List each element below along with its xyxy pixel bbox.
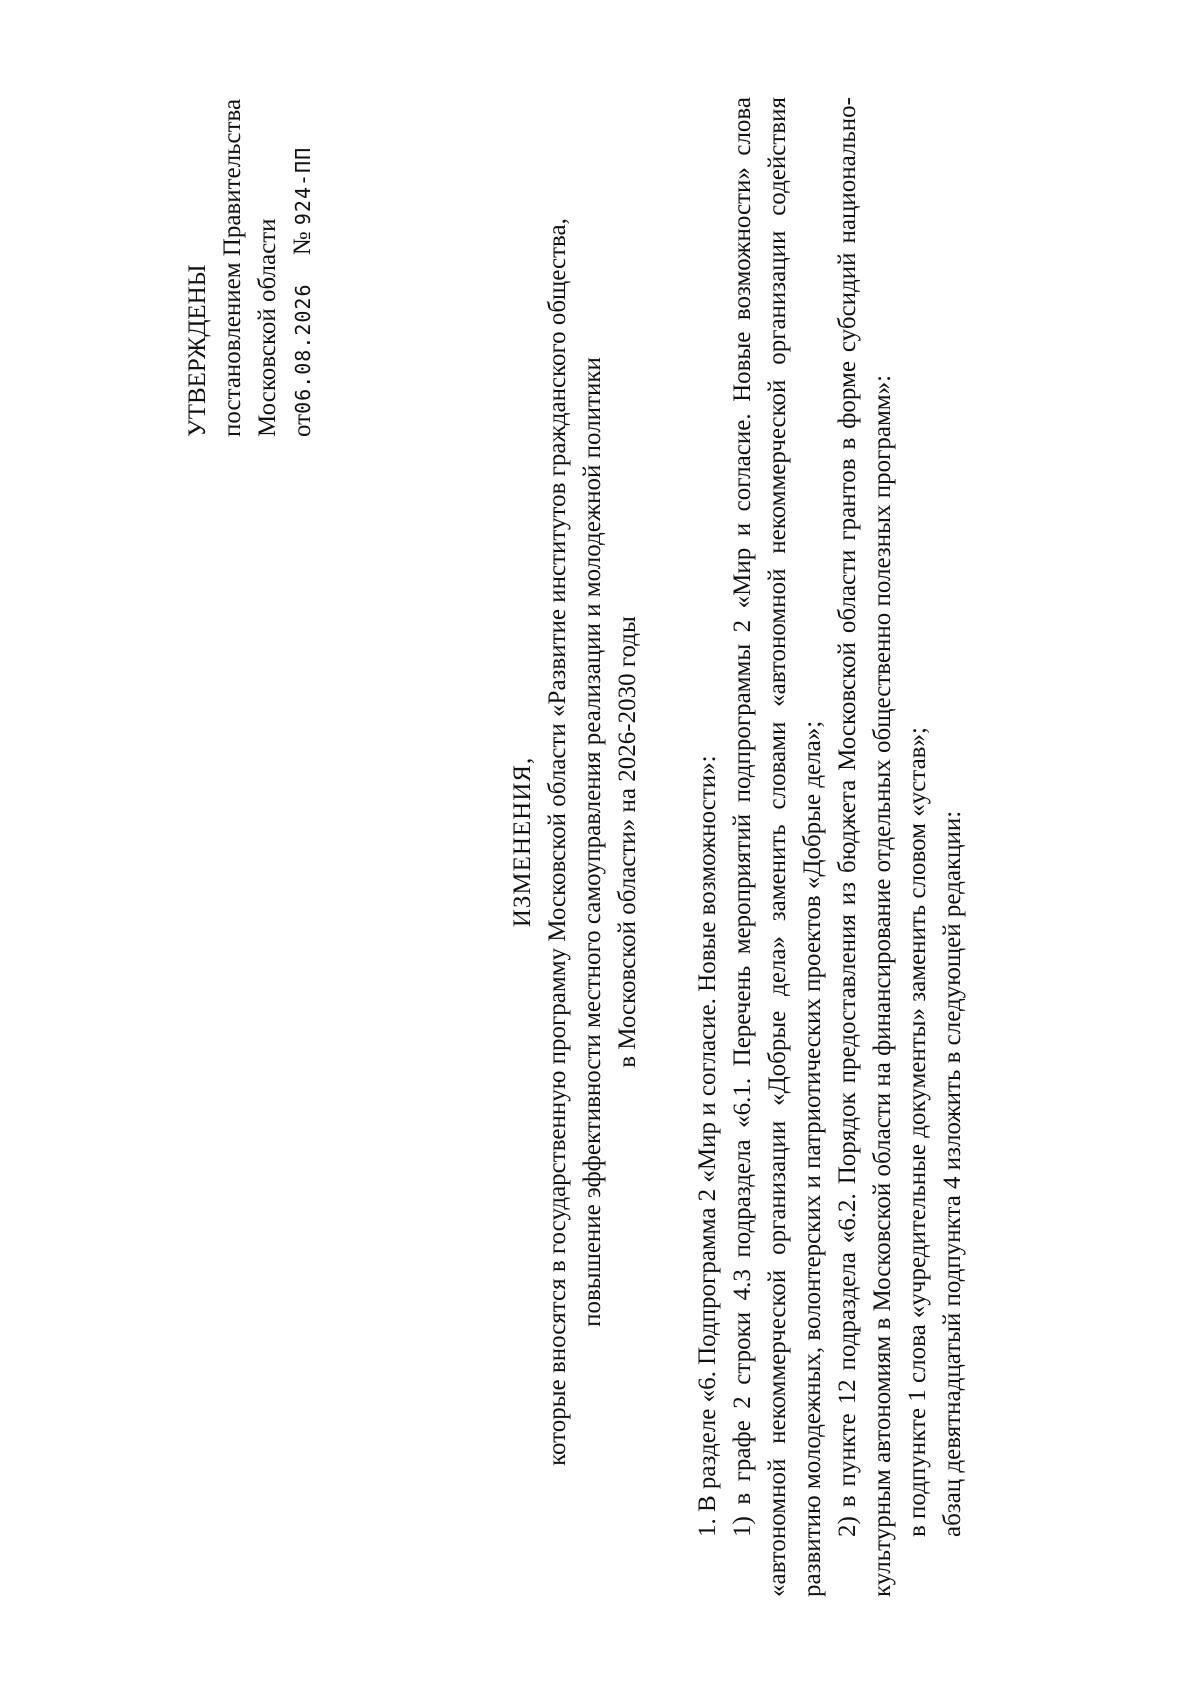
approval-number-label: №: [289, 231, 316, 256]
approval-date: 06.08.2026: [291, 283, 315, 414]
body-paragraph-4: в подпункте 1 слова «учредительные документы» заменить словом «устав»;: [904, 727, 931, 1537]
body-paragraph-3: 2) в пункте 12 подраздела «6.2. Порядок предоставления из бюджета Московской области грантов в форме субсидий национально-культурным автономиям в Московской области на финансирование отдельных общественно полезных программ»:: [834, 97, 896, 1597]
approval-line-region: Московской области: [254, 218, 281, 437]
title-line-3: в Московской области» на 2026-2030 годы: [614, 616, 641, 1068]
approval-date-prefix: от: [289, 413, 316, 437]
approval-number: 924-ПП: [291, 146, 315, 226]
document-body: [690, 97, 970, 1597]
body-paragraph-5: абзац девятнадцатый подпункта 4 изложить в следующей редакции:: [939, 810, 966, 1537]
title-heading: ИЗМЕНЕНИЯ,: [509, 756, 536, 928]
title-line-2: повышение эффективности местного самоуправления реализации и молодежной политики: [579, 357, 606, 1327]
approval-title: УТВЕРЖДЕНЫ: [184, 264, 211, 437]
approval-date-line: [285, 99, 321, 437]
document-title: [505, 117, 645, 1567]
body-paragraph-2: 1) в графе 2 строки 4.3 подраздела «6.1. Перечень мероприятий подпрограммы 2 «Мир и согласие. Новые возможности» слова «автономной некоммерческой организации «Добрые дела» заменить словами «автономной некоммерческой организации содействия развитию молодежных, волонтерских и патриотических проектов «Добрые дела»;: [729, 97, 826, 1597]
title-line-1: которые вносятся в государственную программу Московской области «Развитие институтов гражданского общества,: [544, 218, 571, 1466]
approval-line-resolution: постановлением Правительства: [219, 98, 246, 437]
approval-stamp: [180, 99, 321, 437]
body-paragraph-1: 1. В разделе «6. Подпрограмма 2 «Мир и согласие. Новые возможности»:: [694, 755, 721, 1537]
